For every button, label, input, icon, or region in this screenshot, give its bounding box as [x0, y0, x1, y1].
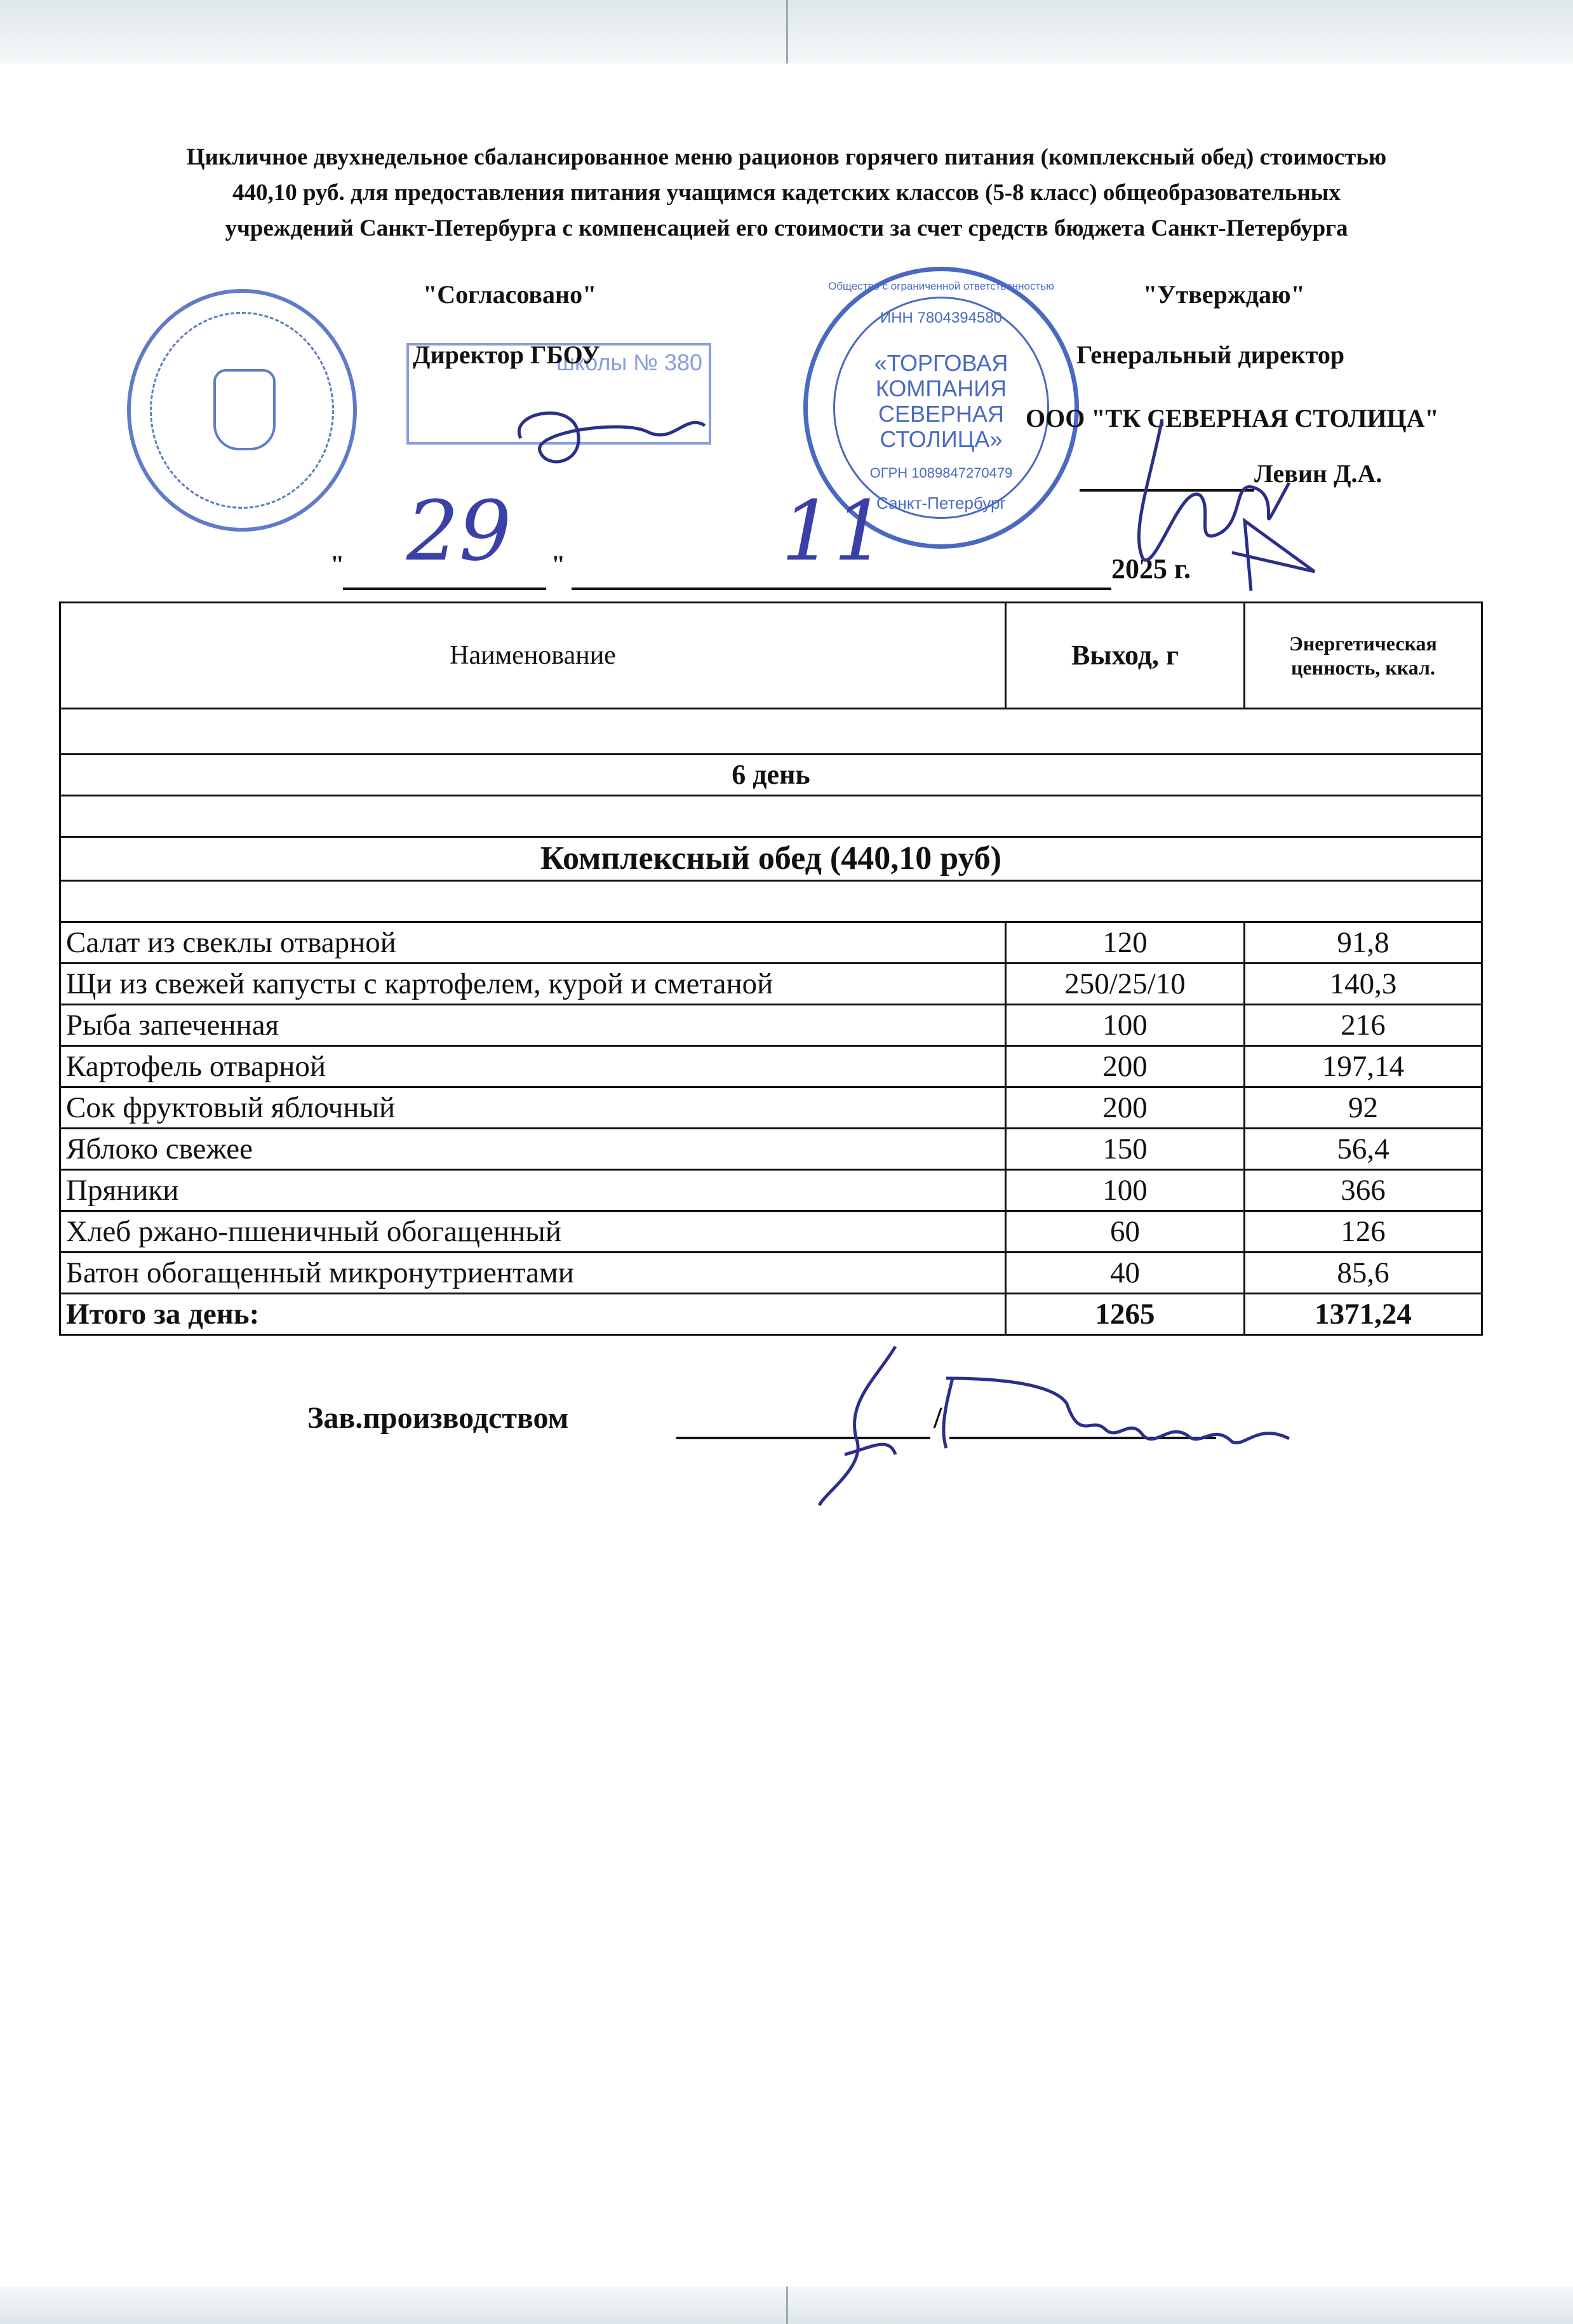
- table-row: [60, 1005, 1482, 1046]
- spacer-cell: [60, 881, 1482, 922]
- dish-name: Батон обогащенный микронутриентами: [60, 1253, 1006, 1294]
- column-header-name: Наименование: [60, 603, 1006, 709]
- fold-mark: [786, 2287, 788, 2324]
- school-round-stamp: [127, 289, 357, 532]
- spacer-row: [60, 796, 1482, 837]
- dish-kcal: 140,3: [1245, 964, 1482, 1005]
- dish-kcal: 197,14: [1245, 1046, 1482, 1087]
- dish-name: Хлеб ржано-пшеничный обогащенный: [60, 1211, 1006, 1253]
- total-yield: 1265: [1006, 1294, 1245, 1335]
- date-quote-open: ": [330, 550, 345, 579]
- approved-name: Левин Д.А.: [1254, 459, 1382, 488]
- dish-name: Рыба запеченная: [60, 1005, 1006, 1046]
- table-row: [60, 964, 1482, 1005]
- signature-separator: /: [934, 1401, 942, 1435]
- rect-stamp-text: школы № 380: [556, 349, 702, 375]
- approved-role: Генеральный директор: [1076, 340, 1345, 369]
- meal-label: Комплексный обед (440,10 руб): [60, 837, 1482, 881]
- date-day-line: [343, 588, 546, 590]
- dish-kcal: 216: [1245, 1005, 1482, 1046]
- dish-kcal: 126: [1245, 1211, 1482, 1253]
- dish-name: Пряники: [60, 1170, 1006, 1211]
- agreed-role: Директор ГБОУ: [413, 340, 600, 369]
- table-row: [60, 1253, 1482, 1294]
- spacer-row: [60, 881, 1482, 922]
- dish-name: Сок фруктовый яблочный: [60, 1087, 1006, 1129]
- dish-name: Салат из свеклы отварной: [60, 922, 1006, 964]
- day-label: 6 день: [60, 755, 1482, 796]
- total-label: Итого за день:: [60, 1294, 1006, 1335]
- dish-name: Яблоко свежее: [60, 1129, 1006, 1170]
- date-quote-close: ": [551, 550, 566, 579]
- stamp-ring-text: Общество с ограниченной ответственностью: [828, 280, 1054, 292]
- general-director-signature: [1105, 406, 1346, 597]
- stamp-inn: ИНН 7804394580: [880, 309, 1003, 326]
- stamp-line: СЕВЕРНАЯ: [878, 401, 1005, 427]
- dish-yield: 100: [1006, 1005, 1245, 1046]
- title-line: Цикличное двухнедельное сбалансированное меню рационов горячего питания (комплексный обед) стоимостью: [186, 144, 1387, 170]
- table-row: [60, 1170, 1482, 1211]
- stamp-line: «ТОРГОВАЯ: [874, 350, 1008, 376]
- date-month: 11: [781, 483, 887, 579]
- title-line: учреждений Санкт-Петербурга с компенсацией его стоимости за счет средств бюджета Санкт-Петербурга: [225, 215, 1348, 241]
- table-row: [60, 1087, 1482, 1129]
- table-row: [60, 1129, 1482, 1170]
- fold-mark: [786, 0, 788, 64]
- spacer-cell: [60, 709, 1482, 755]
- dish-kcal: 92: [1245, 1087, 1482, 1129]
- dish-kcal: 56,4: [1245, 1129, 1482, 1170]
- approved-heading: "Утверждаю": [1143, 280, 1305, 309]
- total-kcal: 1371,24: [1245, 1294, 1482, 1335]
- document-title: [38, 140, 1535, 246]
- dish-yield: 200: [1006, 1046, 1245, 1087]
- day-row: [60, 755, 1482, 796]
- spacer-cell: [60, 796, 1482, 837]
- table-row: [60, 1046, 1482, 1087]
- dish-yield: 200: [1006, 1087, 1245, 1129]
- dish-kcal: 91,8: [1245, 922, 1482, 964]
- stamp-company-name: [808, 351, 1074, 452]
- director-signature: [495, 362, 737, 476]
- table-header-row: [60, 603, 1482, 709]
- date-month-line: [572, 588, 1111, 590]
- title-line: 440,10 руб. для предоставления питания учащимся кадетских классов (5-8 класс) общеобразовательных: [232, 180, 1341, 206]
- dish-yield: 150: [1006, 1129, 1245, 1170]
- menu-table: [59, 601, 1483, 1336]
- table-row: [60, 1211, 1482, 1253]
- dish-kcal: 85,6: [1245, 1253, 1482, 1294]
- stamp-line: СТОЛИЦА»: [880, 426, 1003, 452]
- approved-org: ООО "ТК СЕВЕРНАЯ СТОЛИЦА": [1026, 404, 1439, 433]
- dish-yield: 100: [1006, 1170, 1245, 1211]
- date-year: 2025 г.: [1111, 553, 1191, 584]
- dish-yield: 120: [1006, 922, 1245, 964]
- stamp-line: КОМПАНИЯ: [875, 375, 1007, 401]
- meal-row: [60, 837, 1482, 881]
- dish-yield: 60: [1006, 1211, 1245, 1253]
- production-manager-signature: [749, 1327, 1321, 1518]
- stamp-ogrn: ОГРН 1089847270479: [869, 465, 1013, 481]
- dish-yield: 250/25/10: [1006, 964, 1245, 1005]
- spacer-row: [60, 709, 1482, 755]
- date-day: 29: [406, 483, 512, 579]
- column-header-kcal: Энергетическая ценность, ккал.: [1245, 603, 1482, 709]
- table-row: [60, 922, 1482, 964]
- dish-yield: 40: [1006, 1253, 1245, 1294]
- dish-kcal: 366: [1245, 1170, 1482, 1211]
- dish-name: Щи из свежей капусты с картофелем, курой и сметаной: [60, 964, 1006, 1005]
- stamp-city: Санкт-Петербург: [876, 494, 1006, 513]
- production-manager-label: Зав.производством: [307, 1401, 569, 1435]
- column-header-yield: Выход, г: [1006, 603, 1245, 709]
- agreed-heading: "Согласовано": [423, 280, 597, 309]
- dish-name: Картофель отварной: [60, 1046, 1006, 1087]
